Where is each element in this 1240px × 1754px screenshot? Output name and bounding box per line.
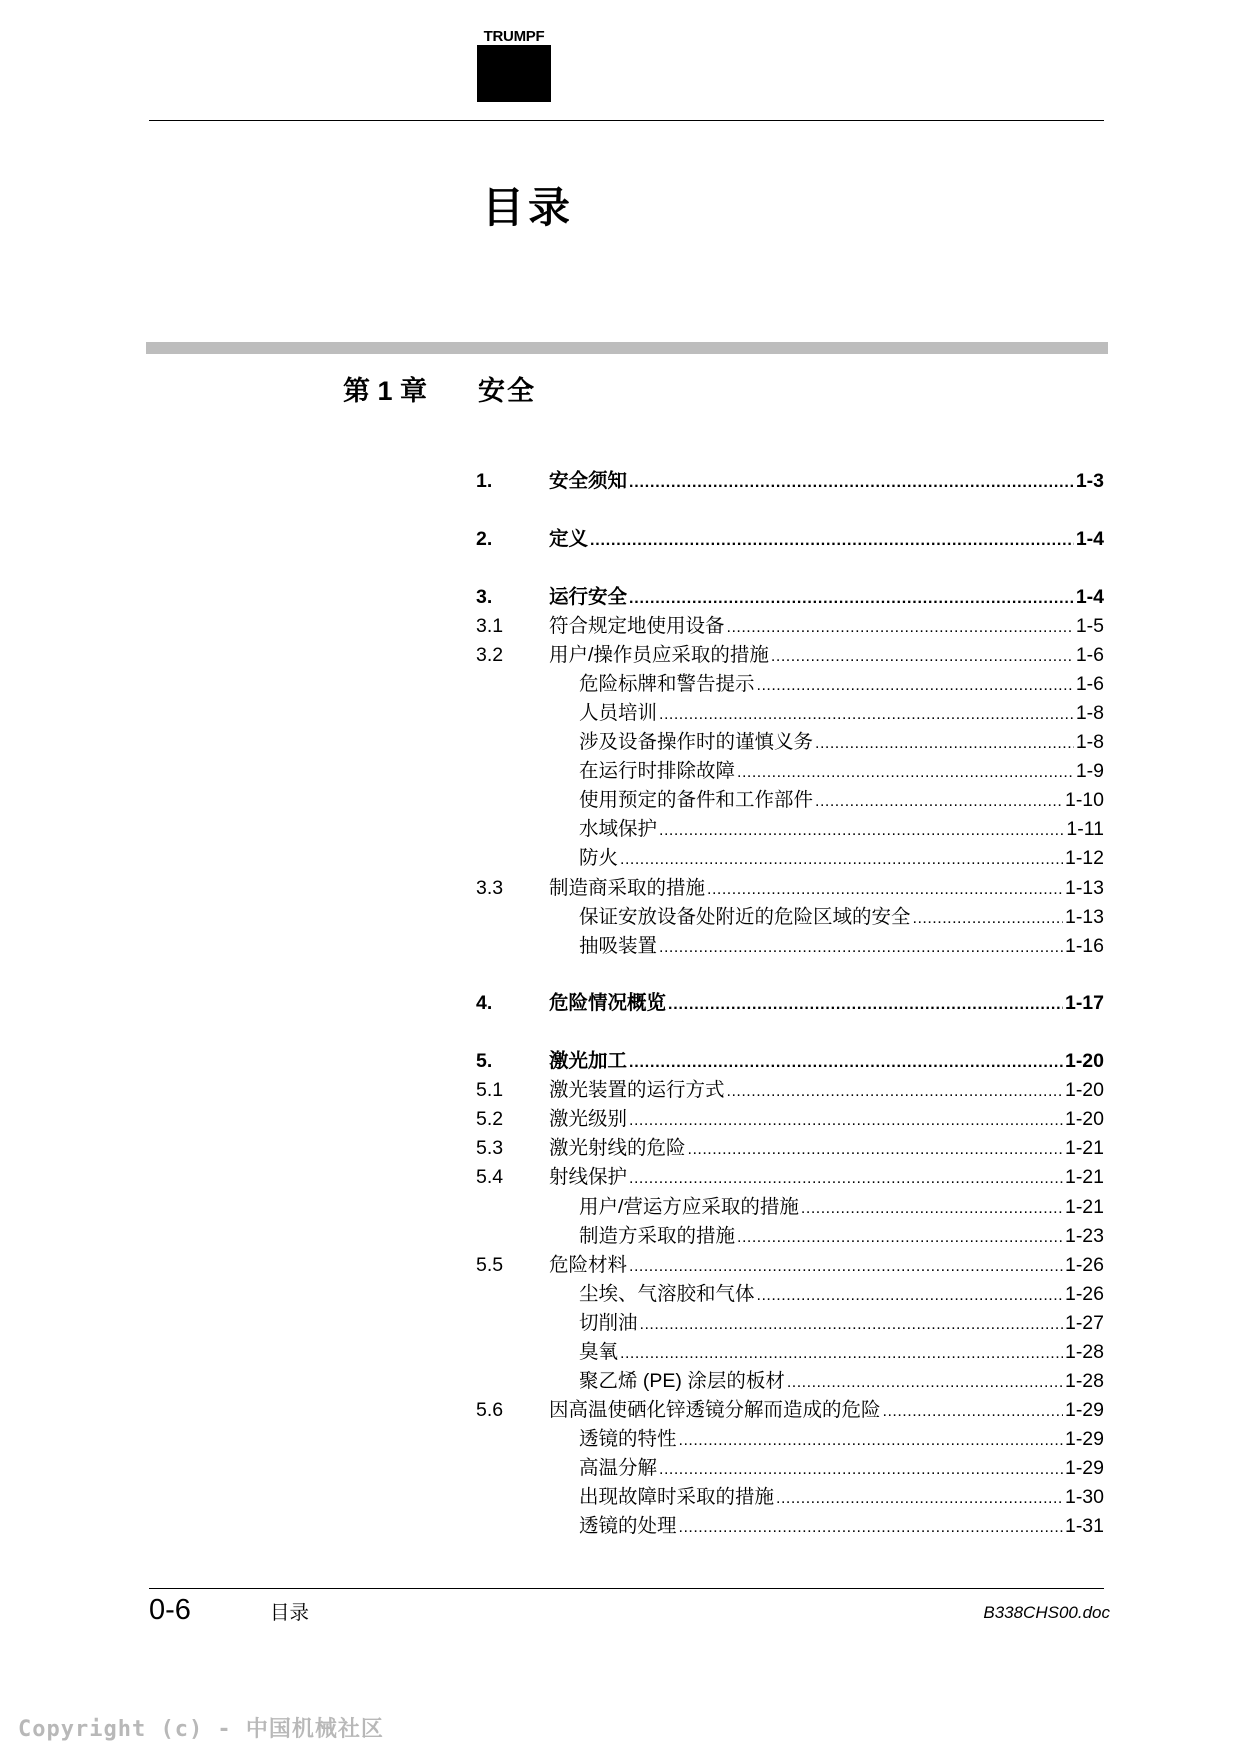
toc-entry [579, 1337, 1104, 1369]
toc-entry [549, 611, 1104, 643]
toc-entry [549, 524, 1104, 556]
footer-rule [149, 1588, 1104, 1589]
toc-entry [549, 1075, 1104, 1107]
toc-leader-dots [815, 787, 1063, 817]
toc-entry [579, 785, 1104, 817]
toc-number: 5.2 [476, 1108, 504, 1130]
toc-leader-dots [688, 1135, 1063, 1165]
toc-number: 1. [476, 470, 493, 492]
toc-row[interactable] [476, 902, 1104, 932]
header-rule [149, 120, 1104, 121]
toc-entry [579, 843, 1104, 875]
toc-page-number: 1-20 [1064, 1108, 1104, 1130]
toc-entry [579, 1221, 1104, 1253]
toc-page-number: 1-23 [1064, 1225, 1104, 1247]
toc-leader-dots [883, 1397, 1063, 1427]
toc-row[interactable] [476, 1511, 1104, 1541]
toc-row[interactable] [476, 640, 1104, 670]
toc-page-number: 1-8 [1075, 731, 1104, 753]
trumpf-logo [477, 28, 551, 102]
toc-leader-dots [659, 816, 1064, 846]
toc-text: 激光加工 [549, 1050, 628, 1072]
toc-row[interactable] [476, 1453, 1104, 1483]
toc-text: 人员培训 [579, 702, 658, 724]
toc-leader-dots [771, 642, 1074, 672]
toc-leader-dots [727, 613, 1074, 643]
toc-number: 5.3 [476, 1137, 504, 1159]
toc-leader-dots [801, 1194, 1063, 1224]
toc-text: 激光级别 [549, 1108, 628, 1130]
toc-page-number: 1-20 [1064, 1079, 1104, 1101]
toc-entry [549, 873, 1104, 905]
toc-row[interactable] [476, 1221, 1104, 1251]
toc-text: 用户/操作员应采取的措施 [549, 644, 769, 666]
toc-text: 在运行时排除故障 [579, 760, 736, 782]
toc-row[interactable] [476, 727, 1104, 757]
toc-page-number: 1-4 [1075, 586, 1104, 608]
toc-page-number: 1-8 [1075, 702, 1104, 724]
toc-leader-dots [659, 700, 1074, 730]
toc-leader-dots [757, 1281, 1063, 1311]
toc-leader-dots [737, 1223, 1063, 1253]
chapter-band [146, 342, 1108, 354]
toc-leader-dots [815, 729, 1074, 759]
toc-entry [579, 1279, 1104, 1311]
toc-text: 激光射线的危险 [549, 1137, 686, 1159]
toc-page-number: 1-21 [1064, 1137, 1104, 1159]
toc-page-number: 1-31 [1064, 1515, 1104, 1537]
toc-number: 5.6 [476, 1399, 504, 1421]
toc-text: 因高温使硒化锌透镜分解而造成的危险 [549, 1399, 881, 1421]
toc-text: 用户/营运方应采取的措施 [579, 1196, 799, 1218]
toc-row[interactable] [476, 1366, 1104, 1396]
toc-entry [579, 698, 1104, 730]
toc-page-number: 1-27 [1064, 1312, 1104, 1334]
toc-row[interactable] [476, 1337, 1104, 1367]
toc-leader-dots [629, 584, 1074, 614]
toc-number: 3.1 [476, 615, 504, 637]
toc-text: 水域保护 [579, 818, 658, 840]
toc-page-number: 1-4 [1075, 528, 1104, 550]
toc-text: 制造方采取的措施 [579, 1225, 736, 1247]
toc-entry [549, 640, 1104, 672]
toc-entry [579, 1511, 1104, 1543]
toc-page-number: 1-29 [1064, 1399, 1104, 1421]
footer-title: 目录 [270, 1602, 310, 1624]
toc-row[interactable] [476, 466, 1104, 496]
toc-text: 射线保护 [549, 1166, 628, 1188]
toc-entry [579, 1366, 1104, 1398]
toc-row[interactable] [476, 669, 1104, 699]
toc-row[interactable] [476, 756, 1104, 786]
logo-block [477, 45, 551, 102]
toc-row[interactable] [476, 582, 1104, 612]
toc-text: 抽吸装置 [579, 935, 658, 957]
toc-entry [579, 931, 1104, 963]
toc-number: 5.5 [476, 1254, 504, 1276]
toc-page-number: 1-12 [1064, 847, 1104, 869]
toc-row[interactable] [476, 988, 1104, 1018]
toc-text: 切削油 [579, 1312, 638, 1334]
toc-text: 臭氧 [579, 1341, 619, 1363]
toc-entry [549, 1133, 1104, 1165]
toc-text: 安全须知 [549, 470, 628, 492]
toc-page-number: 1-10 [1064, 789, 1104, 811]
toc-page-number: 1-21 [1064, 1166, 1104, 1188]
logo-text: TRUMPF [483, 28, 545, 45]
toc-page-number: 1-16 [1064, 935, 1104, 957]
toc-leader-dots [629, 1164, 1063, 1194]
toc-leader-dots [629, 1048, 1063, 1078]
toc-text: 危险标牌和警告提示 [579, 673, 755, 695]
toc-leader-dots [629, 1252, 1063, 1282]
toc-page-number: 1-21 [1064, 1196, 1104, 1218]
footer-filename: B338CHS00.doc [983, 1603, 1110, 1622]
toc-entry [579, 1453, 1104, 1485]
toc-entry [549, 1046, 1104, 1078]
chapter-number: 第 1 章 [343, 376, 428, 406]
toc-text: 定义 [549, 528, 589, 550]
toc-row[interactable] [476, 1046, 1104, 1076]
toc-row[interactable] [476, 1308, 1104, 1338]
toc-leader-dots [679, 1513, 1063, 1543]
toc-text: 防火 [579, 847, 619, 869]
toc-text: 制造商采取的措施 [549, 877, 706, 899]
toc-text: 危险材料 [549, 1254, 628, 1276]
toc-entry [579, 669, 1104, 701]
toc-page-number: 1-20 [1064, 1050, 1104, 1072]
toc-leader-dots [640, 1310, 1063, 1340]
toc-number: 2. [476, 528, 493, 550]
toc-page-number: 1-5 [1075, 615, 1104, 637]
toc-page-number: 1-26 [1064, 1283, 1104, 1305]
toc-page-number: 1-6 [1075, 673, 1104, 695]
toc-number: 4. [476, 992, 493, 1014]
toc-leader-dots [679, 1426, 1063, 1456]
toc-entry [579, 756, 1104, 788]
toc-row[interactable] [476, 611, 1104, 641]
toc-leader-dots [659, 933, 1063, 963]
copyright-watermark: Copyright (c) - 中国机械社区 [18, 1717, 384, 1742]
toc-text: 危险情况概览 [549, 992, 667, 1014]
toc-row[interactable] [476, 524, 1104, 554]
toc-row[interactable] [476, 1192, 1104, 1222]
toc-page-number: 1-13 [1064, 906, 1104, 928]
toc-page-number: 1-30 [1064, 1486, 1104, 1508]
toc-page-number: 1-13 [1064, 877, 1104, 899]
toc-number: 3.2 [476, 644, 504, 666]
toc-leader-dots [707, 875, 1063, 905]
toc-entry [549, 466, 1104, 498]
toc-text: 保证安放设备处附近的危险区域的安全 [579, 906, 911, 928]
page-title: 目录 [482, 184, 575, 231]
toc-entry [579, 1482, 1104, 1514]
toc-text: 运行安全 [549, 586, 628, 608]
toc-entry [579, 1308, 1104, 1340]
toc-row[interactable] [476, 1395, 1104, 1425]
toc-entry [549, 582, 1104, 614]
toc-text: 聚乙烯 (PE) 涂层的板材 [579, 1370, 785, 1392]
toc-entry [579, 1192, 1104, 1224]
toc-leader-dots [620, 1339, 1063, 1369]
toc-page-number: 1-6 [1075, 644, 1104, 666]
toc-leader-dots [787, 1368, 1063, 1398]
toc-number: 3.3 [476, 877, 504, 899]
toc-entry [549, 988, 1104, 1020]
toc-text: 涉及设备操作时的谨慎义务 [579, 731, 814, 753]
toc-leader-dots [757, 671, 1074, 701]
toc-page-number: 1-28 [1064, 1370, 1104, 1392]
toc-number: 5.1 [476, 1079, 504, 1101]
toc-entry [549, 1104, 1104, 1136]
toc-page-number: 1-3 [1075, 470, 1104, 492]
toc-row[interactable] [476, 1482, 1104, 1512]
toc-leader-dots [727, 1077, 1063, 1107]
toc-leader-dots [776, 1484, 1063, 1514]
toc-text: 使用预定的备件和工作部件 [579, 789, 814, 811]
toc-entry [579, 1424, 1104, 1456]
toc-page-number: 1-28 [1064, 1341, 1104, 1363]
toc-page-number: 1-11 [1066, 818, 1104, 840]
chapter-title: 安全 [478, 376, 536, 406]
toc-entry [549, 1162, 1104, 1194]
toc-row[interactable] [476, 931, 1104, 961]
toc-leader-dots [590, 526, 1074, 556]
toc-page-number: 1-29 [1064, 1457, 1104, 1479]
footer-page-number: 0-6 [149, 1594, 191, 1626]
toc-row[interactable] [476, 1162, 1104, 1192]
toc-text: 符合规定地使用设备 [549, 615, 725, 637]
toc-entry [549, 1395, 1104, 1427]
toc-leader-dots [629, 1106, 1063, 1136]
toc-text: 尘埃、气溶胶和气体 [579, 1283, 755, 1305]
toc-leader-dots [620, 845, 1063, 875]
toc-row[interactable] [476, 1075, 1104, 1105]
toc-row[interactable] [476, 1250, 1104, 1280]
toc-row[interactable] [476, 1133, 1104, 1163]
toc-page-number: 1-26 [1064, 1254, 1104, 1276]
toc-entry [579, 902, 1104, 934]
toc-page-number: 1-9 [1075, 760, 1104, 782]
toc-number: 5. [476, 1050, 493, 1072]
toc-row[interactable] [476, 1104, 1104, 1134]
toc-entry [579, 727, 1104, 759]
toc-row[interactable] [476, 1279, 1104, 1309]
toc-row[interactable] [476, 843, 1104, 873]
toc-row[interactable] [476, 814, 1104, 844]
toc-row[interactable] [476, 698, 1104, 728]
toc-leader-dots [668, 990, 1063, 1020]
toc-number: 3. [476, 586, 493, 608]
toc-text: 出现故障时采取的措施 [579, 1486, 775, 1508]
toc-text: 透镜的处理 [579, 1515, 677, 1537]
toc-leader-dots [629, 468, 1074, 498]
toc-page-number: 1-17 [1064, 992, 1104, 1014]
toc-entry [549, 1250, 1104, 1282]
toc-row[interactable] [476, 785, 1104, 815]
toc-text: 高温分解 [579, 1457, 658, 1479]
toc-leader-dots [659, 1455, 1063, 1485]
toc-text: 激光装置的运行方式 [549, 1079, 725, 1101]
toc-entry [579, 814, 1104, 846]
toc-leader-dots [913, 904, 1063, 934]
toc-row[interactable] [476, 1424, 1104, 1454]
toc-text: 透镜的特性 [579, 1428, 677, 1450]
toc-number: 5.4 [476, 1166, 504, 1188]
toc-leader-dots [737, 758, 1074, 788]
toc-row[interactable] [476, 873, 1104, 903]
toc-page-number: 1-29 [1064, 1428, 1104, 1450]
